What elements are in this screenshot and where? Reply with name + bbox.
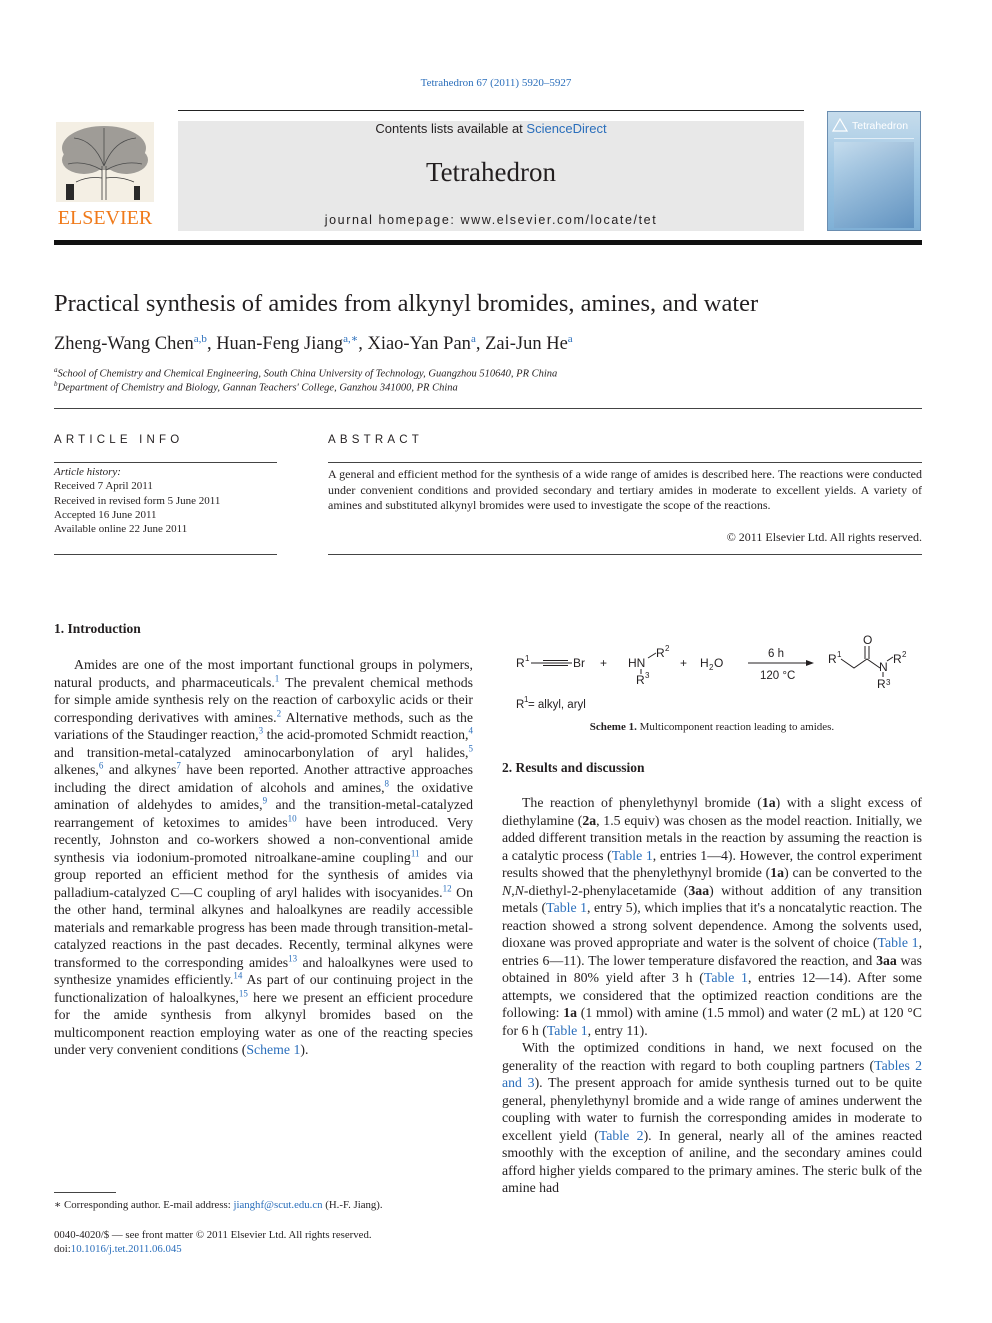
scheme-product-r2: R xyxy=(893,652,902,666)
scheme-r2-sup: 2 xyxy=(665,644,670,653)
scheme-oxygen: O xyxy=(863,633,873,647)
results-paragraph: With the optimized conditions in hand, we next focused on the generality of the reaction with regard to both coupling partners (Tables 2 and 3). The present approach for amide synthesis turned out to be quite general, phenylethynyl bromide and a wide range of amines underwent the coupling with water to furnish the corresponding amides in moderate to excellent yield (Table 2). In general, nearly all of the amines reacted smoothly with the exception of aniline, and the secondary amines could afford higher yields compared to the primary amines. The steric bulk of the amine had xyxy=(502,1040,923,1195)
affiliation-mark: a xyxy=(54,366,58,374)
article-title: Practical synthesis of amides from alkynyl bromides, amines, and water xyxy=(54,290,759,317)
journal-reference[interactable]: Tetrahedron 67 (2011) 5920–5927 xyxy=(420,77,572,89)
scheme-r3: R xyxy=(636,673,645,687)
doi-link[interactable]: 10.1016/j.tet.2011.06.045 xyxy=(70,1243,182,1255)
doi-line xyxy=(54,1243,182,1255)
author-affiliation-marks[interactable]: a xyxy=(470,333,476,345)
cover-artwork xyxy=(834,142,914,228)
header-thick-rule xyxy=(54,240,922,245)
elsevier-tree-icon xyxy=(54,120,156,232)
journal-cover xyxy=(827,111,921,231)
author-separator: , xyxy=(206,334,217,355)
scheme-water-o: O xyxy=(714,656,724,670)
scheme-water-h: H xyxy=(700,656,709,670)
reaction-arrow-icon xyxy=(748,660,814,666)
author-separator: , xyxy=(358,334,368,355)
scheme-caption-label: Scheme 1. xyxy=(589,721,637,733)
header-top-rule xyxy=(178,110,804,111)
scheme-product-r3-sup: 3 xyxy=(886,678,891,687)
scheme-product-r3: R xyxy=(877,677,886,691)
scheme-bromine: Br xyxy=(573,656,585,670)
introduction-body xyxy=(54,656,473,1059)
scheme-product-r2-sup: 2 xyxy=(902,650,907,659)
contents-prefix: Contents lists available at xyxy=(375,121,527,136)
article-info-rule xyxy=(54,554,277,555)
author-affiliation-marks[interactable]: a,∗ xyxy=(343,333,359,345)
author-name: Huan-Feng Jiang xyxy=(216,334,344,355)
cover-title: Tetrahedron xyxy=(852,120,909,132)
scheme-plus: + xyxy=(680,656,688,670)
scheme-r1: R xyxy=(516,656,525,670)
author-name: Zai-Jun He xyxy=(485,334,568,355)
history-item: Received in revised form 5 June 2011 xyxy=(54,494,221,507)
introduction-paragraph: Amides are one of the most important functional groups in polymers, natural products, and pharmaceuticals.$^1$ The prevalent chemical methods for simple amide synthesis rely on the reaction of carboxylic acids or their corresponding derivatives with amines.$^2$ Alternative methods, such as the variations of the Staudinger reaction,$^3$ the acid-promoted Schmidt reaction,$^4$ and transition-metal-catalyzed aminocarbonylation of aryl halides,$^5$ alkenes,$^6$ and alkynes$^7$ have been reported. Another attractive approaches including the direct amidation of alcohols and amines,$^8$ the oxidative amination of aldehydes to amides,$^9$ and the transition-metal-catalyzed rearrangement of ketoximes to amides$^{10}$ have been introduced. Very recently, Johnston and co-workers showed a non-conventional amide synthesis via iodonium-promoted nitroalkane-amine coupling$^{11}$ and our group reported an efficient method for the synthesis of amides via palladium-catalyzed C—C coupling of aryl halides with isocyanides.$^{12}$ On the other hand, terminal alkynes and haloalkynes are readily accessible materials and remarkable progress has been made through transition-metal-catalyzed reactions in the past decades. Recently, terminal alkynes were transformed to the corresponding amides$^{13}$ and haloalkynes were used to synthesize ynamides efficiently.$^{14}$ As part of our continuing project in the functionalization of haloalkynes,$^{15}$ here we present an efficient procedure for the amide synthesis from alkynyl bromides based on the multicomponent reaction employing water as one of the reacting species under very convenient conditions (Scheme 1). xyxy=(54,657,473,1057)
affiliation-text: Department of Chemistry and Biology, Gannan Teachers' College, Ganzhou 341000, PR China xyxy=(57,382,458,394)
scheme-1 xyxy=(510,630,920,720)
history-item: Available online 22 June 2011 xyxy=(54,523,188,536)
scheme-caption xyxy=(502,721,922,733)
history-item: Accepted 16 June 2011 xyxy=(54,508,157,521)
scheme-r1-def: R xyxy=(516,699,525,711)
corresponding-author-footnote xyxy=(54,1198,383,1211)
journal-header-box xyxy=(178,121,804,231)
scheme-r1-def-text: = alkyl, aryl xyxy=(528,699,586,711)
title-block-rule xyxy=(54,408,922,409)
scheme-r1-sup: 1 xyxy=(525,654,530,663)
affiliation-b xyxy=(54,380,458,394)
scheme-bond xyxy=(648,653,656,658)
scheme-plus: + xyxy=(600,656,608,670)
scheme-r1-def-sup: 1 xyxy=(524,695,529,704)
elsevier-wordmark: ELSEVIER xyxy=(57,207,153,229)
article-info-rule xyxy=(54,462,277,463)
results-body xyxy=(502,794,922,1197)
doi-prefix: doi: xyxy=(54,1243,71,1255)
history-item: Received 7 April 2011 xyxy=(54,480,153,493)
results-paragraph: The reaction of phenylethynyl bromide (1a) with a slight excess of diethylamine (2a, 1.5 equiv) was chosen as the model reaction. Initially, we added different transition metals in the reaction by assuming the reaction is a catalytic process (Table 1, entries 1—4). However, the control experiment results showed that the phenylethynyl bromide (1a) can be converted to the N,N-diethyl-2-phenylacetamide (3aa) without addition of any transition metals (Table 1, entry 5), which implies that it's a noncatalytic reaction. The reaction showed a strong solvent dependence. Among the solvents used, dioxane was proved appropriate and water is the solvent of choice (Table 1, entries 6—11). The lower temperature disfavored the reaction, and 3aa was obtained in 80% yield after 3 h (Table 1, entries 12—14). After some attempts, we considered that the optimized reaction conditions are the following: 1a (1 mmol) with amine (1.5 mmol) and water (2 mL) at 120 °C for 6 h (Table 1, entry 11). xyxy=(502,795,923,1038)
footnote-suffix: (H.-F. Jiang). xyxy=(322,1199,383,1211)
scheme-r2: R xyxy=(656,646,665,660)
author-name: Zheng-Wang Chen xyxy=(54,334,194,355)
article-info-heading: ARTICLE INFO xyxy=(54,434,184,446)
footnote-prefix: ∗ Corresponding author. E-mail address: xyxy=(54,1199,234,1211)
affiliation-mark: b xyxy=(54,380,58,388)
results-heading: 2. Results and discussion xyxy=(502,760,645,775)
author-affiliation-marks[interactable]: a,b xyxy=(193,333,207,345)
scheme-time: 6 h xyxy=(768,648,784,660)
scheme-product-r1-sup: 1 xyxy=(837,650,842,659)
scheme-product-r1: R xyxy=(828,652,837,666)
cover-emblem-icon xyxy=(832,118,848,134)
abstract-heading: ABSTRACT xyxy=(328,434,423,446)
scheme-water-sub: 2 xyxy=(709,663,714,672)
scheme-hn: HN xyxy=(628,656,646,670)
history-label: Article history: xyxy=(54,466,121,478)
introduction-heading: 1. Introduction xyxy=(54,621,141,636)
scheme-caption-text: Multicomponent reaction leading to amides. xyxy=(636,721,835,733)
scheme-r3-sup: 3 xyxy=(645,671,650,680)
scheme-temperature: 120 °C xyxy=(760,670,796,682)
affiliation-text: School of Chemistry and Chemical Engineering, South China University of Technology, Guangzhou 510640, PR China xyxy=(57,368,558,380)
front-matter-line: 0040-4020/$ — see front matter © 2011 Elsevier Ltd. All rights reserved. xyxy=(54,1229,372,1241)
affiliation-a xyxy=(54,366,557,380)
scheme-triple-bond xyxy=(531,661,572,666)
abstract-text: A general and efficient method for the synthesis of a wide range of amides is described here. The reactions were conducted under convenient conditions and provided secondary and tertiary amides in moderate to excellent yields. A variety of amines and substituted alkynyl bromides were used to investigate the scope of the reactions. xyxy=(328,467,922,513)
contents-line xyxy=(178,121,804,136)
elsevier-logo xyxy=(54,120,156,232)
author-email-link[interactable]: jianghf@scut.edu.cn xyxy=(233,1199,323,1211)
footnote-rule xyxy=(54,1192,116,1193)
author-affiliation-marks[interactable]: a xyxy=(567,333,573,345)
scheme-nitrogen: N xyxy=(879,660,888,674)
sciencedirect-link[interactable]: ScienceDirect xyxy=(526,121,607,136)
abstract-rule xyxy=(328,554,922,555)
author-name: Xiao-Yan Pan xyxy=(367,334,471,355)
journal-name: Tetrahedron xyxy=(425,157,557,187)
cover-divider xyxy=(834,138,914,139)
author-separator: , xyxy=(475,334,486,355)
journal-homepage[interactable]: journal homepage: www.elsevier.com/locate/tet xyxy=(324,213,658,227)
abstract-rule xyxy=(328,462,922,463)
author-list xyxy=(54,332,573,355)
abstract-copyright: © 2011 Elsevier Ltd. All rights reserved. xyxy=(726,530,922,544)
article-history xyxy=(54,465,220,536)
